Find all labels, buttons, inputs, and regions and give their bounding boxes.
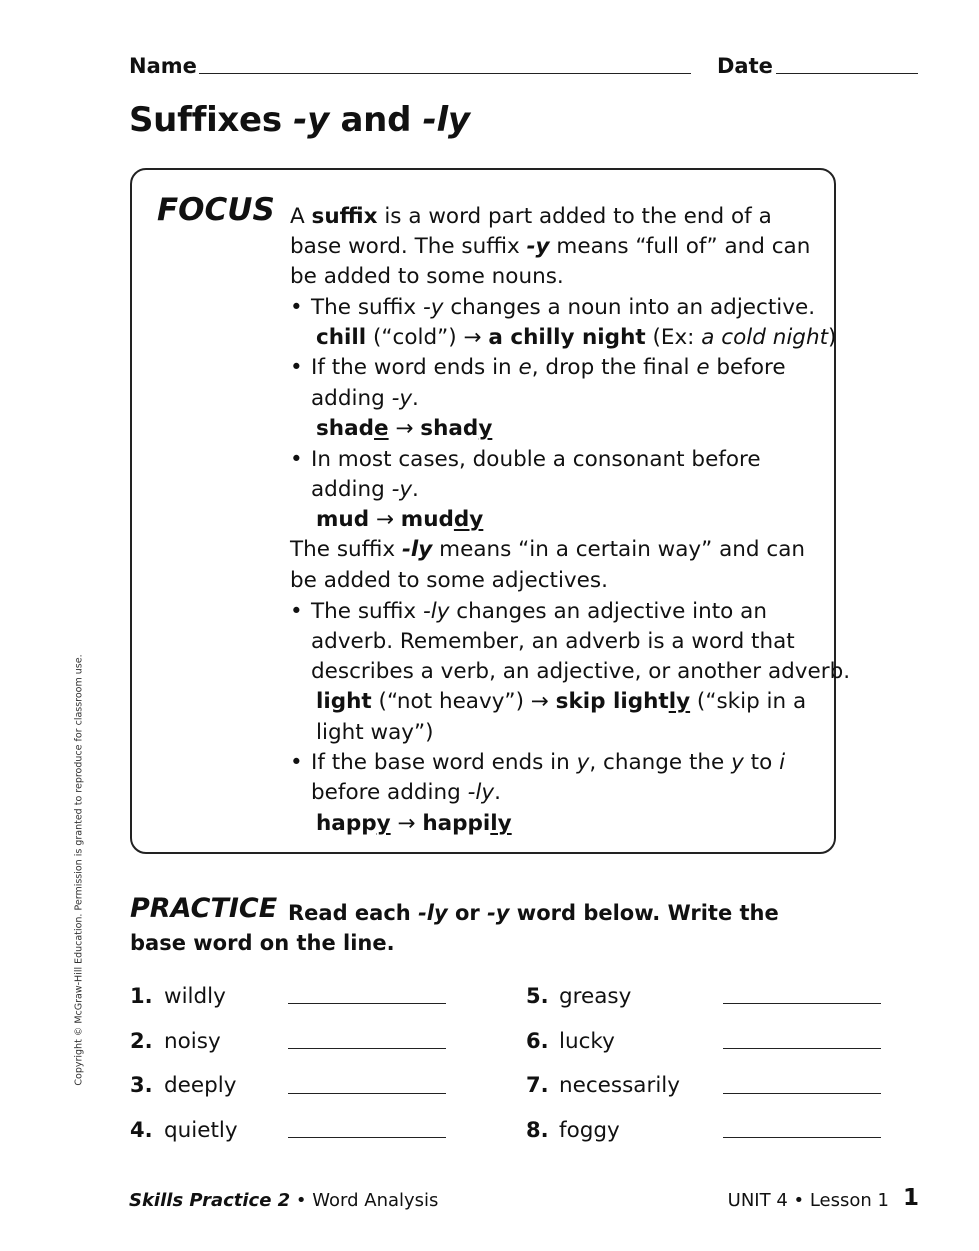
item-word: greasy bbox=[559, 984, 632, 1009]
rule-1: The suffix -y changes a noun into an adjective. bbox=[311, 295, 816, 320]
bullet-5: • bbox=[290, 750, 303, 775]
focus-line-3: be added to some nouns. bbox=[290, 264, 564, 289]
item-word: deeply bbox=[164, 1073, 237, 1098]
rule-2: If the word ends in e, drop the final e before bbox=[311, 355, 786, 380]
bullet-3: • bbox=[290, 447, 303, 472]
rule-4: The suffix -ly changes an adjective into an bbox=[311, 599, 767, 624]
rule-4-cont-2: describes a verb, an adjective, or another adverb. bbox=[311, 659, 851, 684]
answer-line-4[interactable] bbox=[288, 1137, 446, 1138]
answer-line-1[interactable] bbox=[288, 1003, 446, 1004]
item-word: foggy bbox=[559, 1118, 620, 1143]
footer-book-title: Skills Practice 2 • Word Analysis bbox=[129, 1190, 439, 1211]
name-label: Name bbox=[129, 54, 197, 78]
rule-3: In most cases, double a consonant before bbox=[311, 447, 761, 472]
answer-line-7[interactable] bbox=[723, 1093, 881, 1094]
practice-instruction-cont: base word on the line. bbox=[130, 931, 395, 955]
item-number: 4. bbox=[130, 1118, 153, 1142]
example-4: light (“not heavy”) → skip lightly (“skip in a bbox=[316, 689, 807, 714]
item-word: lucky bbox=[559, 1029, 615, 1054]
item-word: noisy bbox=[164, 1029, 221, 1054]
answer-line-6[interactable] bbox=[723, 1048, 881, 1049]
item-number: 6. bbox=[526, 1029, 549, 1053]
bullet-2: • bbox=[290, 355, 303, 380]
date-label: Date bbox=[717, 54, 773, 78]
page-number: 1 bbox=[902, 1185, 919, 1211]
example-3: mud → muddy bbox=[316, 507, 484, 532]
rule-5: If the base word ends in y, change the y to i bbox=[311, 750, 786, 775]
example-2: shade → shady bbox=[316, 416, 493, 441]
example-4-cont: light way”) bbox=[316, 720, 434, 745]
answer-line-3[interactable] bbox=[288, 1093, 446, 1094]
bullet-1: • bbox=[290, 295, 303, 320]
ly-line-2: be added to some adjectives. bbox=[290, 568, 608, 593]
bullet-4: • bbox=[290, 599, 303, 624]
rule-4-cont-1: adverb. Remember, an adverb is a word that bbox=[311, 629, 795, 654]
item-number: 8. bbox=[526, 1118, 549, 1142]
answer-line-2[interactable] bbox=[288, 1048, 446, 1049]
date-line[interactable] bbox=[776, 73, 918, 74]
rule-2-cont: adding -y. bbox=[311, 386, 419, 411]
item-number: 2. bbox=[130, 1029, 153, 1053]
item-number: 1. bbox=[130, 984, 153, 1008]
example-1: chill (“cold”) → a chilly night (Ex: a cold night) bbox=[316, 325, 837, 350]
ly-line-1: The suffix -ly means “in a certain way” and can bbox=[290, 537, 806, 562]
name-line[interactable] bbox=[199, 73, 691, 74]
focus-label: FOCUS bbox=[157, 192, 275, 228]
item-word: quietly bbox=[164, 1118, 238, 1143]
item-number: 7. bbox=[526, 1073, 549, 1097]
example-5: happy → happily bbox=[316, 811, 512, 836]
practice-label: PRACTICE bbox=[130, 893, 278, 924]
rule-3-cont: adding -y. bbox=[311, 477, 419, 502]
answer-line-8[interactable] bbox=[723, 1137, 881, 1138]
copyright-notice: Copyright © McGraw-Hill Education. Permission is granted to reproduce for classroom use. bbox=[73, 654, 85, 1086]
item-word: necessarily bbox=[559, 1073, 680, 1098]
footer-unit-lesson: UNIT 4 • Lesson 1 bbox=[727, 1190, 889, 1211]
page-title: Suffixes -y and -ly bbox=[129, 100, 470, 140]
practice-instruction: Read each -ly or -y word below. Write the bbox=[288, 901, 779, 925]
focus-line-2: base word. The suffix -y means “full of” and can bbox=[290, 234, 811, 259]
item-word: wildly bbox=[164, 984, 226, 1009]
rule-5-cont: before adding -ly. bbox=[311, 780, 501, 805]
item-number: 5. bbox=[526, 984, 549, 1008]
item-number: 3. bbox=[130, 1073, 153, 1097]
answer-line-5[interactable] bbox=[723, 1003, 881, 1004]
focus-line-1: A suffix is a word part added to the end of a bbox=[290, 204, 772, 229]
